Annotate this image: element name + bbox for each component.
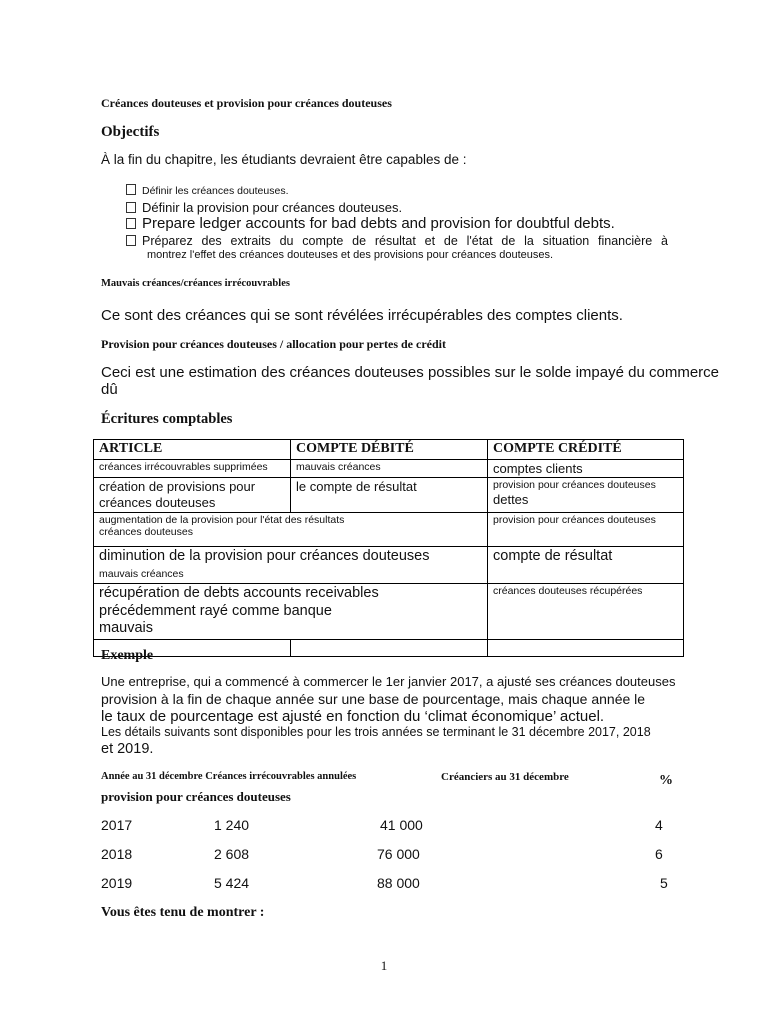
table-cell-line: récupération de debts accounts receivables [99,585,379,602]
entries-table [93,439,684,657]
objective-item [126,200,402,215]
table-row [94,639,684,656]
detail-percent: 4 [655,817,663,833]
objective-item [126,234,668,248]
table-cell-line: mauvais [99,620,153,637]
example-line: Une entreprise, qui a commencé à commercer le 1er janvier 2017, a ajusté ses créances douteuses [101,674,676,689]
table-cell: provision pour créances douteuses [488,512,684,546]
objective-text: Préparez des extraits du compte de résultat et de l'état de la situation financière à [142,234,668,248]
table-cell [291,639,488,656]
checkbox-icon [126,218,136,229]
detail-year: 2017 [101,817,133,833]
table-cell-line: précédemment rayé comme banque [99,602,332,619]
example-line: provision à la fin de chaque année sur une base de pourcentage, mais chaque année le [101,691,646,707]
detail-year: 2019 [101,875,133,891]
detail-bad-debts: 1 240 [214,817,250,833]
table-cell [488,478,684,512]
section-heading-provision: Provision pour créances douteuses / allocation pour pertes de crédit [101,337,446,351]
document-title: Créances douteuses et provision pour créances douteuses [101,96,392,110]
detail-creditors: 76 000 [377,846,420,862]
example-line: et 2019. [101,741,154,757]
objectives-intro: À la fin du chapitre, les étudiants devraient être capables de : [101,152,467,167]
detail-bad-debts: 5 424 [214,875,250,891]
example-heading: Exemple [101,648,154,663]
example-line: Les détails suivants sont disponibles pour les trois années se terminant le 31 décembre 2017, 2018 [101,725,651,739]
section-heading-bad-debts: Mauvais créances/créances irrécouvrables [101,278,290,289]
detail-bad-debts: 2 608 [214,846,250,862]
column-header: ARTICLE [94,440,291,460]
details-header-percent: % [659,773,673,788]
table-cell [94,512,488,546]
table-cell: le compte de résultat [291,478,488,512]
table-row [94,512,684,546]
detail-percent: 6 [655,846,663,862]
detail-creditors: 41 000 [380,817,423,833]
table-cell-line: créances douteuses [99,526,193,539]
table-cell-line: diminution de la provision pour créances douteuses [99,547,430,564]
table-row [94,584,684,639]
detail-percent: 5 [660,875,668,891]
objective-item [126,184,289,197]
objective-text: Prepare ledger accounts for bad debts and provision for doubtful debts. [142,215,615,232]
bad-debts-text: Ce sont des créances qui se sont révélées irrécupérables des comptes clients. [101,307,623,324]
required-heading: Vous êtes tenu de montrer : [101,905,265,920]
page-number: 1 [380,958,388,973]
checkbox-icon [126,235,136,246]
objectives-heading: Objectifs [101,124,160,140]
provision-text: Ceci est une estimation des créances douteuses possibles sur le solde impayé du commerce dû [101,364,719,398]
details-header-creditors: Créanciers au 31 décembre [441,771,569,783]
detail-year: 2018 [101,846,133,862]
table-cell [488,639,684,656]
table-row [94,459,684,478]
details-header-year: Année au 31 décembre Créances irrécouvrables annulées [101,771,357,782]
table-cell-line: mauvais créances [99,567,184,580]
table-row [94,546,684,584]
objective-text: Définir les créances douteuses. [142,185,289,197]
example-line: le taux de pourcentage est ajusté en fonction du ‘climat économique’ actuel. [101,708,605,725]
table-cell: comptes clients [488,459,684,478]
detail-creditors: 88 000 [377,875,420,891]
table-cell: créances douteuses récupérées [488,584,684,639]
table-cell [94,584,488,639]
entries-heading: Écritures comptables [101,411,233,427]
table-cell: création de provisions pour créances douteuses [94,478,291,512]
table-cell: mauvais créances [291,459,488,478]
table-cell [94,546,488,584]
table-cell-line: dettes [493,491,529,507]
objective-item [126,215,615,232]
objective-item-continuation: montrez l'effet des créances douteuses et des provisions pour créances douteuses. [147,249,554,261]
checkbox-icon [126,202,136,213]
objective-text: Définir la provision pour créances douteuses. [142,200,403,215]
table-cell: créances irrécouvrables supprimées [94,459,291,478]
table-header-row [94,440,684,460]
column-header: COMPTE DÉBITÉ [291,440,488,460]
table-cell-line: augmentation de la provision pour l'état des résultats [99,513,345,526]
table-cell: compte de résultat [488,546,684,584]
table-cell-line: provision pour créances douteuses [493,479,656,492]
table-row [94,478,684,512]
checkbox-icon [126,184,136,195]
column-header: COMPTE CRÉDITÉ [488,440,684,460]
details-header-provision: provision pour créances douteuses [101,789,291,804]
